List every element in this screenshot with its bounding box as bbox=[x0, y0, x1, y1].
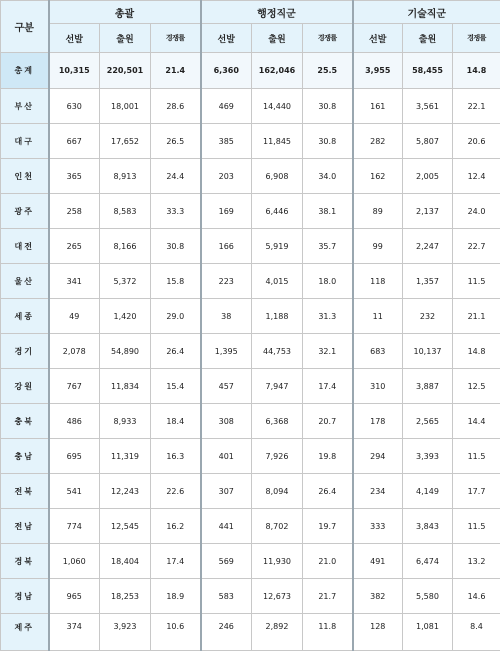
applicants-cell: 1,357 bbox=[403, 264, 453, 299]
header-group-total: 총괄 bbox=[49, 1, 201, 24]
ratio-cell: 11.5 bbox=[453, 509, 500, 544]
selected-cell: 223 bbox=[201, 264, 252, 299]
region-cell: 총계 bbox=[1, 53, 49, 89]
applicants-cell: 3,843 bbox=[403, 509, 453, 544]
applicants-cell: 18,404 bbox=[100, 544, 151, 579]
region-cell: 경남 bbox=[1, 579, 49, 614]
table-row bbox=[1, 614, 500, 651]
applicants-cell: 162,046 bbox=[252, 53, 303, 89]
selected-cell: 667 bbox=[49, 124, 100, 159]
selected-cell: 630 bbox=[49, 89, 100, 124]
applicants-cell: 2,565 bbox=[403, 404, 453, 439]
selected-cell: 294 bbox=[353, 439, 403, 474]
ratio-cell: 22.6 bbox=[151, 474, 201, 509]
header-ratio: 경쟁률 bbox=[453, 24, 500, 53]
applicants-cell: 8,933 bbox=[100, 404, 151, 439]
region-cell: 대전 bbox=[1, 229, 49, 264]
selected-cell: 246 bbox=[201, 614, 252, 651]
applicants-cell: 220,501 bbox=[100, 53, 151, 89]
region-cell: 울산 bbox=[1, 264, 49, 299]
selected-cell: 265 bbox=[49, 229, 100, 264]
ratio-cell: 25.5 bbox=[303, 53, 353, 89]
selected-cell: 308 bbox=[201, 404, 252, 439]
ratio-cell: 8.4 bbox=[453, 614, 500, 651]
ratio-cell: 21.1 bbox=[453, 299, 500, 334]
applicants-cell: 6,446 bbox=[252, 194, 303, 229]
selected-cell: 258 bbox=[49, 194, 100, 229]
ratio-cell: 12.5 bbox=[453, 369, 500, 404]
selected-cell: 234 bbox=[353, 474, 403, 509]
ratio-cell: 16.3 bbox=[151, 439, 201, 474]
applicants-cell: 44,753 bbox=[252, 334, 303, 369]
region-cell: 경기 bbox=[1, 334, 49, 369]
header-selected: 선발 bbox=[49, 24, 100, 53]
ratio-cell: 10.6 bbox=[151, 614, 201, 651]
header-applicants: 출원 bbox=[403, 24, 453, 53]
selected-cell: 401 bbox=[201, 439, 252, 474]
table-row bbox=[1, 229, 500, 264]
selected-cell: 178 bbox=[353, 404, 403, 439]
ratio-cell: 26.4 bbox=[151, 334, 201, 369]
header-ratio: 경쟁률 bbox=[303, 24, 353, 53]
table-row bbox=[1, 439, 500, 474]
ratio-cell: 21.7 bbox=[303, 579, 353, 614]
ratio-cell: 11.5 bbox=[453, 264, 500, 299]
selected-cell: 89 bbox=[353, 194, 403, 229]
applicants-cell: 8,913 bbox=[100, 159, 151, 194]
applicants-cell: 2,247 bbox=[403, 229, 453, 264]
selected-cell: 469 bbox=[201, 89, 252, 124]
selected-cell: 683 bbox=[353, 334, 403, 369]
ratio-cell: 24.4 bbox=[151, 159, 201, 194]
selected-cell: 1,060 bbox=[49, 544, 100, 579]
selected-cell: 169 bbox=[201, 194, 252, 229]
ratio-cell: 31.3 bbox=[303, 299, 353, 334]
applicants-cell: 11,930 bbox=[252, 544, 303, 579]
applicants-cell: 5,372 bbox=[100, 264, 151, 299]
ratio-cell: 29.0 bbox=[151, 299, 201, 334]
table-body bbox=[1, 53, 500, 651]
selected-cell: 310 bbox=[353, 369, 403, 404]
ratio-cell: 28.6 bbox=[151, 89, 201, 124]
applicants-cell: 1,188 bbox=[252, 299, 303, 334]
applicants-cell: 54,890 bbox=[100, 334, 151, 369]
selected-cell: 38 bbox=[201, 299, 252, 334]
table-row bbox=[1, 264, 500, 299]
ratio-cell: 14.8 bbox=[453, 53, 500, 89]
applicants-cell: 3,887 bbox=[403, 369, 453, 404]
applicants-cell: 1,081 bbox=[403, 614, 453, 651]
selected-cell: 118 bbox=[353, 264, 403, 299]
region-cell: 부산 bbox=[1, 89, 49, 124]
selected-cell: 203 bbox=[201, 159, 252, 194]
applicants-cell: 3,923 bbox=[100, 614, 151, 651]
applicants-cell: 6,474 bbox=[403, 544, 453, 579]
header-selected: 선발 bbox=[201, 24, 252, 53]
applicants-cell: 18,001 bbox=[100, 89, 151, 124]
ratio-cell: 18.4 bbox=[151, 404, 201, 439]
selected-cell: 3,955 bbox=[353, 53, 403, 89]
selected-cell: 162 bbox=[353, 159, 403, 194]
ratio-cell: 17.4 bbox=[303, 369, 353, 404]
header-applicants: 출원 bbox=[100, 24, 151, 53]
selected-cell: 767 bbox=[49, 369, 100, 404]
applicants-cell: 7,926 bbox=[252, 439, 303, 474]
ratio-cell: 26.5 bbox=[151, 124, 201, 159]
selected-cell: 583 bbox=[201, 579, 252, 614]
region-cell: 인천 bbox=[1, 159, 49, 194]
applicants-cell: 11,845 bbox=[252, 124, 303, 159]
ratio-cell: 30.8 bbox=[303, 89, 353, 124]
ratio-cell: 38.1 bbox=[303, 194, 353, 229]
applicants-cell: 10,137 bbox=[403, 334, 453, 369]
ratio-cell: 24.0 bbox=[453, 194, 500, 229]
table-row bbox=[1, 194, 500, 229]
region-cell: 충북 bbox=[1, 404, 49, 439]
ratio-cell: 14.8 bbox=[453, 334, 500, 369]
region-cell: 강원 bbox=[1, 369, 49, 404]
applicants-cell: 11,319 bbox=[100, 439, 151, 474]
table-row bbox=[1, 474, 500, 509]
applicants-cell: 58,455 bbox=[403, 53, 453, 89]
selected-cell: 695 bbox=[49, 439, 100, 474]
selected-cell: 486 bbox=[49, 404, 100, 439]
table-row bbox=[1, 579, 500, 614]
region-cell: 충남 bbox=[1, 439, 49, 474]
selected-cell: 341 bbox=[49, 264, 100, 299]
selected-cell: 11 bbox=[353, 299, 403, 334]
table-row bbox=[1, 509, 500, 544]
table-row bbox=[1, 299, 500, 334]
applicants-cell: 14,440 bbox=[252, 89, 303, 124]
selected-cell: 2,078 bbox=[49, 334, 100, 369]
applicants-cell: 5,919 bbox=[252, 229, 303, 264]
header-selected: 선발 bbox=[353, 24, 403, 53]
applicants-cell: 5,580 bbox=[403, 579, 453, 614]
applicants-cell: 6,908 bbox=[252, 159, 303, 194]
ratio-cell: 22.1 bbox=[453, 89, 500, 124]
applicants-cell: 1,420 bbox=[100, 299, 151, 334]
selected-cell: 965 bbox=[49, 579, 100, 614]
region-cell: 경북 bbox=[1, 544, 49, 579]
ratio-cell: 21.4 bbox=[151, 53, 201, 89]
applicants-cell: 18,253 bbox=[100, 579, 151, 614]
applicants-cell: 17,652 bbox=[100, 124, 151, 159]
applicants-cell: 2,005 bbox=[403, 159, 453, 194]
selected-cell: 10,315 bbox=[49, 53, 100, 89]
selected-cell: 282 bbox=[353, 124, 403, 159]
selected-cell: 166 bbox=[201, 229, 252, 264]
ratio-cell: 20.7 bbox=[303, 404, 353, 439]
ratio-cell: 18.0 bbox=[303, 264, 353, 299]
region-cell: 광주 bbox=[1, 194, 49, 229]
applicants-cell: 8,702 bbox=[252, 509, 303, 544]
table-row bbox=[1, 89, 500, 124]
applicants-cell: 4,149 bbox=[403, 474, 453, 509]
ratio-cell: 32.1 bbox=[303, 334, 353, 369]
ratio-cell: 21.0 bbox=[303, 544, 353, 579]
applicants-cell: 8,094 bbox=[252, 474, 303, 509]
region-cell: 전남 bbox=[1, 509, 49, 544]
header-group-admin: 행정직군 bbox=[201, 1, 353, 24]
selected-cell: 161 bbox=[353, 89, 403, 124]
table-row bbox=[1, 404, 500, 439]
ratio-cell: 15.8 bbox=[151, 264, 201, 299]
selected-cell: 441 bbox=[201, 509, 252, 544]
selected-cell: 541 bbox=[49, 474, 100, 509]
applicants-cell: 232 bbox=[403, 299, 453, 334]
table-row bbox=[1, 159, 500, 194]
header-applicants: 출원 bbox=[252, 24, 303, 53]
selected-cell: 1,395 bbox=[201, 334, 252, 369]
selected-cell: 365 bbox=[49, 159, 100, 194]
selected-cell: 6,360 bbox=[201, 53, 252, 89]
applicants-cell: 12,243 bbox=[100, 474, 151, 509]
selected-cell: 774 bbox=[49, 509, 100, 544]
ratio-cell: 14.6 bbox=[453, 579, 500, 614]
ratio-cell: 11.5 bbox=[453, 439, 500, 474]
selected-cell: 374 bbox=[49, 614, 100, 651]
table-row bbox=[1, 544, 500, 579]
ratio-cell: 12.4 bbox=[453, 159, 500, 194]
ratio-cell: 35.7 bbox=[303, 229, 353, 264]
ratio-cell: 14.4 bbox=[453, 404, 500, 439]
table-row bbox=[1, 369, 500, 404]
selected-cell: 385 bbox=[201, 124, 252, 159]
selected-cell: 491 bbox=[353, 544, 403, 579]
applicants-cell: 7,947 bbox=[252, 369, 303, 404]
applicants-cell: 5,807 bbox=[403, 124, 453, 159]
ratio-cell: 16.2 bbox=[151, 509, 201, 544]
ratio-cell: 19.8 bbox=[303, 439, 353, 474]
applicants-cell: 2,892 bbox=[252, 614, 303, 651]
ratio-cell: 13.2 bbox=[453, 544, 500, 579]
ratio-cell: 17.4 bbox=[151, 544, 201, 579]
header-ratio: 경쟁률 bbox=[151, 24, 201, 53]
ratio-cell: 30.8 bbox=[303, 124, 353, 159]
ratio-cell: 34.0 bbox=[303, 159, 353, 194]
applicants-cell: 3,561 bbox=[403, 89, 453, 124]
ratio-cell: 30.8 bbox=[151, 229, 201, 264]
selected-cell: 569 bbox=[201, 544, 252, 579]
ratio-cell: 20.6 bbox=[453, 124, 500, 159]
header-corner: 구분 bbox=[1, 1, 49, 53]
ratio-cell: 18.9 bbox=[151, 579, 201, 614]
applicants-cell: 12,545 bbox=[100, 509, 151, 544]
ratio-cell: 22.7 bbox=[453, 229, 500, 264]
table-row bbox=[1, 334, 500, 369]
table-row-total bbox=[1, 53, 500, 89]
header-group-tech: 기술직군 bbox=[353, 1, 500, 24]
selected-cell: 382 bbox=[353, 579, 403, 614]
applicants-cell: 2,137 bbox=[403, 194, 453, 229]
ratio-cell: 33.3 bbox=[151, 194, 201, 229]
ratio-cell: 17.7 bbox=[453, 474, 500, 509]
table-row bbox=[1, 124, 500, 159]
region-cell: 전북 bbox=[1, 474, 49, 509]
selected-cell: 333 bbox=[353, 509, 403, 544]
applicants-cell: 6,368 bbox=[252, 404, 303, 439]
applicants-cell: 12,673 bbox=[252, 579, 303, 614]
ratio-cell: 11.8 bbox=[303, 614, 353, 651]
selected-cell: 49 bbox=[49, 299, 100, 334]
selected-cell: 307 bbox=[201, 474, 252, 509]
applicants-cell: 3,393 bbox=[403, 439, 453, 474]
ratio-cell: 15.4 bbox=[151, 369, 201, 404]
selected-cell: 99 bbox=[353, 229, 403, 264]
applicants-cell: 8,166 bbox=[100, 229, 151, 264]
ratio-cell: 26.4 bbox=[303, 474, 353, 509]
region-cell: 제주 bbox=[1, 614, 49, 651]
ratio-cell: 19.7 bbox=[303, 509, 353, 544]
applicants-cell: 8,583 bbox=[100, 194, 151, 229]
region-cell: 세종 bbox=[1, 299, 49, 334]
applicants-cell: 4,015 bbox=[252, 264, 303, 299]
selected-cell: 457 bbox=[201, 369, 252, 404]
region-cell: 대구 bbox=[1, 124, 49, 159]
applicants-cell: 11,834 bbox=[100, 369, 151, 404]
selected-cell: 128 bbox=[353, 614, 403, 651]
